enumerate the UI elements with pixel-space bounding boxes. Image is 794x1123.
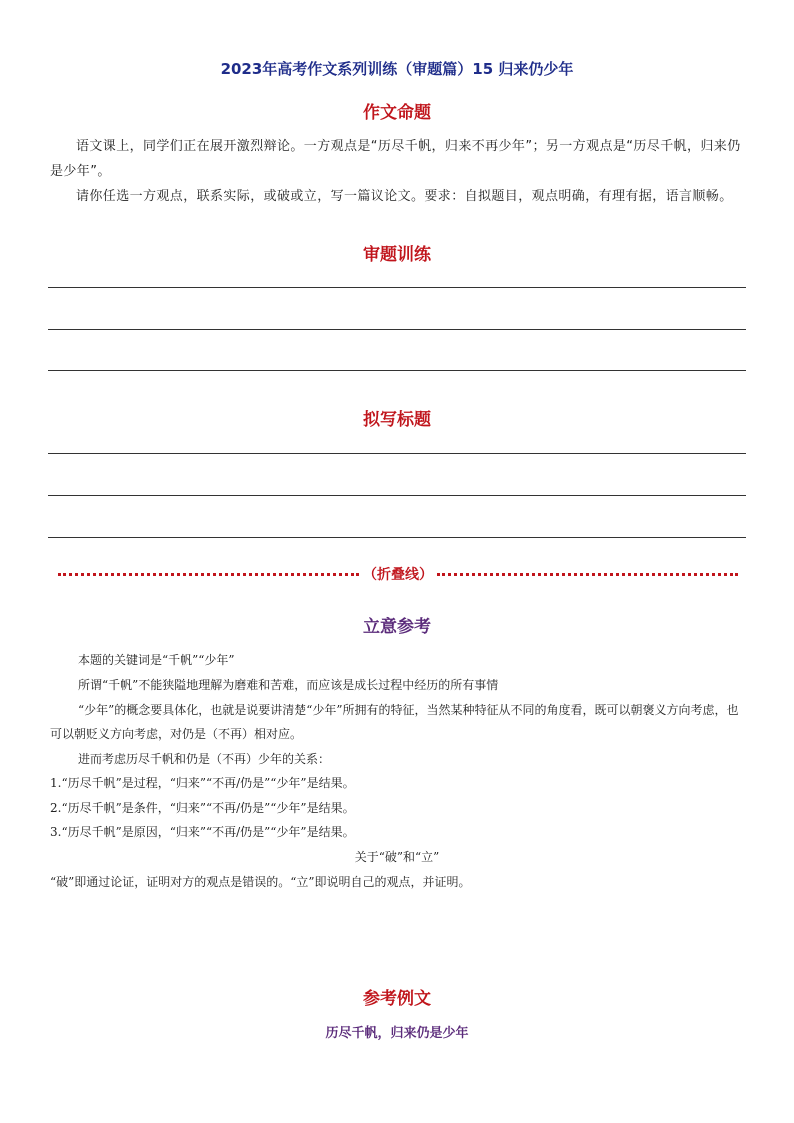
title-heading: 拟写标题 — [363, 410, 431, 430]
reference-subheading: 关于“破”和“立” — [354, 850, 440, 864]
fold-dots-left — [58, 573, 359, 576]
fold-line-label: （折叠线） — [363, 567, 433, 583]
writing-line — [48, 287, 746, 288]
fold-dots-right — [437, 573, 738, 576]
reference-line: “破”即通过论证，证明对方的观点是错误的。“立”即说明自己的观点，并证明。 — [50, 875, 471, 889]
writing-line — [48, 329, 746, 330]
sample-essay-title: 历尽千帆，归来仍是少年 — [325, 1026, 469, 1041]
sample-heading: 参考例文 — [363, 989, 431, 1009]
document-title: 2023年高考作文系列训练（审题篇）15 归来仍少年 — [220, 60, 574, 78]
prompt-heading: 作文命题 — [363, 103, 431, 123]
prompt-paragraph-2: 请你任选一方观点，联系实际，或破或立，写一篇议论文。要求：自拟题目，观点明确，有理有据，语言顺畅。 — [76, 189, 733, 204]
analysis-heading: 审题训练 — [363, 245, 431, 265]
writing-line — [48, 495, 746, 496]
reference-list-item: 1.“历尽千帆”是过程，“归来”“不再/仍是”“少年”是结果。 — [50, 776, 355, 790]
reference-line: 进而考虑历尽千帆和仍是（不再）少年的关系： — [78, 752, 331, 766]
prompt-paragraph-1: 语文课上，同学们正在展开激烈辩论。一方观点是“历尽千帆，归来不再少年”；另一方观点是“历尽千帆，归来仍是少年”。 — [50, 139, 741, 179]
writing-line — [48, 370, 746, 371]
reference-line: “少年”的概念要具体化，也就是说要讲清楚“少年”所拥有的特征，当然某种特征从不同的角度看，既可以朝褒义方向考虑，也可以朝贬义方向考虑，对仍是（不再）相对应。 — [50, 703, 739, 741]
writing-line — [48, 453, 746, 454]
reference-line: 本题的关键词是“千帆”“少年” — [78, 653, 235, 667]
reference-heading: 立意参考 — [363, 617, 431, 637]
reference-line: 所谓“千帆”不能狭隘地理解为磨难和苦难，而应该是成长过程中经历的所有事情 — [78, 678, 499, 692]
reference-list-item: 2.“历尽千帆”是条件，“归来”“不再/仍是”“少年”是结果。 — [50, 801, 355, 815]
reference-list-item: 3.“历尽千帆”是原因，“归来”“不再/仍是”“少年”是结果。 — [50, 825, 355, 839]
fold-line — [58, 562, 738, 586]
writing-line — [48, 537, 746, 538]
